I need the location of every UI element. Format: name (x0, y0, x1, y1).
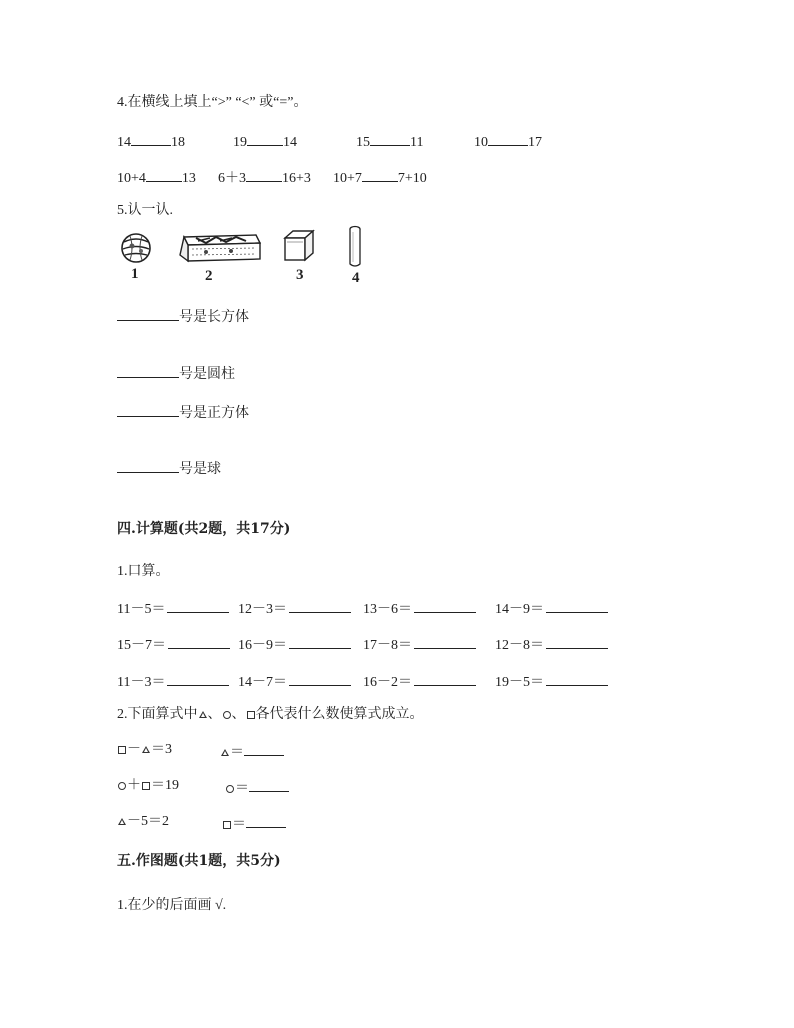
question-title: 1.口算。 (117, 564, 170, 579)
answer-line: 号是正方体 (117, 402, 249, 423)
math-item: 12－8＝ (495, 634, 608, 655)
square-icon (223, 821, 231, 829)
figure-label-4: 4 (352, 270, 360, 286)
triangle-icon (221, 749, 229, 756)
answer-line: 号是长方体 (117, 306, 249, 327)
compare-item: 14 18 (117, 131, 185, 152)
math-item: 13－6＝ (363, 598, 476, 619)
circle-icon (118, 782, 126, 790)
compare-item: 10 17 (474, 131, 542, 152)
math-item: 16－9＝ (238, 634, 351, 655)
square-icon (118, 746, 126, 754)
q4-title: 4.在横线上填上“>” “<” 或“=”。 (117, 95, 308, 110)
equation: －5＝2 (117, 813, 169, 831)
equation-answer: ＝ (222, 813, 286, 834)
question-title: 1.在少的后面画 √. (117, 898, 227, 913)
answer-line: 号是球 (117, 458, 221, 479)
math-item: 17－8＝ (363, 634, 476, 655)
triangle-icon (199, 711, 207, 718)
ball-figure (118, 232, 154, 264)
compare-item: 15 11 (356, 131, 423, 152)
math-item: 19－5＝ (495, 671, 608, 692)
math-item: 16－2＝ (363, 671, 476, 692)
cylinder-figure (346, 224, 364, 270)
section-heading: 四.计算题(共2题，共17分) (117, 521, 291, 537)
math-item: 14－9＝ (495, 598, 608, 619)
math-item: 14－7＝ (238, 671, 351, 692)
triangle-icon (118, 818, 126, 825)
math-item: 12－3＝ (238, 598, 351, 619)
question-title: 2.下面算式中 、 、 各代表什么数使算式成立。 (117, 707, 424, 722)
compare-item: 19 14 (233, 131, 297, 152)
math-item: 15－7＝ (117, 634, 230, 655)
math-item: 11－3＝ (117, 671, 229, 692)
equation-answer: ＝ (220, 741, 284, 762)
cube-figure (281, 228, 317, 264)
figure-label-1: 1 (131, 266, 139, 282)
circle-icon (223, 711, 231, 719)
square-icon (142, 782, 150, 790)
circle-icon (226, 785, 234, 793)
figure-label-2: 2 (205, 268, 213, 284)
compare-item: 6＋3 16+3 (218, 167, 311, 188)
answer-line: 号是圆柱 (117, 363, 235, 384)
compare-item: 10+4 13 (117, 167, 196, 188)
math-item: 11－5＝ (117, 598, 229, 619)
box-figure (176, 229, 266, 265)
equation-answer: ＝ (225, 777, 289, 798)
equation: ＋ ＝19 (117, 777, 179, 795)
triangle-icon (142, 746, 150, 753)
square-icon (247, 711, 255, 719)
compare-item: 10+7 7+10 (333, 167, 427, 188)
figure-label-3: 3 (296, 267, 304, 283)
q5-title: 5.认一认. (117, 203, 173, 218)
section-heading: 五.作图题(共1题，共5分) (117, 853, 281, 869)
equation: － ＝3 (117, 741, 172, 759)
